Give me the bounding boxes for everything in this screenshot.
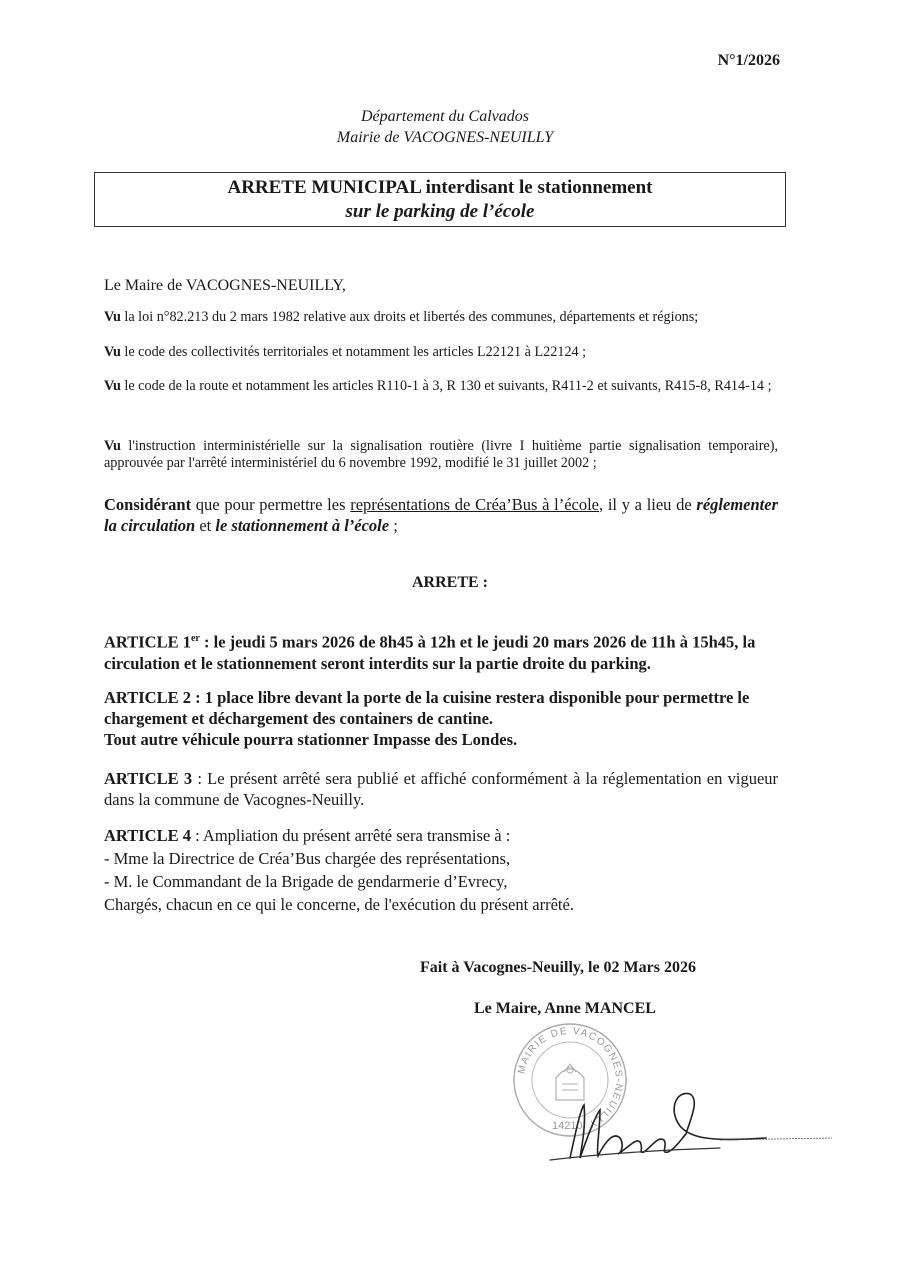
- article-1-sup: er: [190, 633, 200, 644]
- considerant-underlined: représentations de Créa’Bus à l’école: [350, 495, 600, 514]
- vu-clause-1: [104, 309, 778, 326]
- article-3-label: ARTICLE 3: [104, 769, 193, 788]
- considerant-emphasis-1: réglementer la circulation: [104, 495, 778, 535]
- considerant-emphasis-2: le stationnement à l’école: [215, 516, 390, 535]
- stamp-text: MAIRIE DE VACOGNES-NEUILLY: [516, 1025, 625, 1131]
- vu-clause-4: [104, 438, 778, 472]
- vu-text: l'instruction interministérielle sur la signalisation routière (livre I huitième partie signalisation temporaire), approuvée par l'arrêté interministériel du 6 novembre 1992, modifié le 31 juillet 2002 ;: [104, 438, 778, 471]
- signer-name: Le Maire, Anne MANCEL: [474, 1000, 656, 1017]
- vu-label: Vu: [104, 309, 121, 325]
- vu-label: Vu: [104, 438, 121, 454]
- recipient-item: - M. le Commandant de la Brigade de gendarmerie d’Evrecy,: [104, 872, 508, 891]
- recipient-item: - Mme la Directrice de Créa’Bus chargée des représentations,: [104, 849, 511, 868]
- considerant-text: , il y a lieu de: [599, 495, 697, 514]
- considerant-text: que pour permettre les: [191, 495, 351, 514]
- vu-label: Vu: [104, 378, 121, 394]
- considerant-label: Considérant: [104, 495, 192, 514]
- considerant-text: ;: [389, 516, 398, 535]
- article-2-text-2: Tout autre véhicule pourra stationner Impasse des Londes.: [104, 730, 518, 749]
- considerant-paragraph: [104, 494, 778, 536]
- title-line-2: sur le parking de l’école: [345, 201, 535, 222]
- article-2: [104, 687, 778, 750]
- article-4-label: ARTICLE 4: [104, 826, 191, 845]
- handwritten-signature: [540, 1080, 840, 1170]
- vu-text: le code des collectivités territoriales et notamment les articles L22121 à L22124 ;: [120, 344, 587, 360]
- arrete-heading: ARRETE :: [411, 574, 488, 591]
- stamp-code: 14210: [552, 1120, 583, 1132]
- vu-text: le code de la route et notamment les articles R110-1 à 3, R 130 et suivants, R411-2 et suivants, R415-8, R414-14 ;: [120, 378, 772, 394]
- intro-line: Le Maire de VACOGNES-NEUILLY,: [104, 277, 346, 294]
- article-3: [104, 768, 778, 810]
- vu-clause-3: [104, 378, 778, 395]
- title-box: [94, 172, 786, 227]
- header-mairie: Mairie de VACOGNES-NEUILLY: [336, 129, 554, 146]
- document-number: N°1/2026: [717, 52, 780, 69]
- vu-clause-2: [104, 344, 778, 361]
- vu-text: la loi n°82.213 du 2 mars 1982 relative aux droits et libertés des communes, départements et régions;: [120, 309, 699, 325]
- place-date: Fait à Vacognes-Neuilly, le 02 Mars 2026: [420, 959, 696, 976]
- header-department: Département du Calvados: [361, 108, 529, 125]
- vu-label: Vu: [104, 344, 121, 360]
- article-2-text: ARTICLE 2 : 1 place libre devant la porte de la cuisine restera disponible pour permettre le chargement et déchargement des containers de cantine.: [104, 688, 750, 728]
- article-4-text: : Ampliation du présent arrêté sera transmise à :: [190, 826, 511, 845]
- article-1-label: ARTICLE 1: [104, 632, 191, 652]
- article-4: [104, 824, 778, 916]
- article-1: [104, 628, 778, 674]
- article-3-text: : Le présent arrêté sera publié et affiché conformément à la réglementation en vigueur dans la commune de Vacognes-Neuilly.: [104, 769, 779, 809]
- article-4-closing: Chargés, chacun en ce qui le concerne, de l'exécution du présent arrêté.: [104, 895, 574, 914]
- article-1-text: : le jeudi 5 mars 2026 de 8h45 à 12h et le jeudi 20 mars 2026 de 11h à 15h45, la circulation et le stationnement seront interdits sur la partie droite du parking.: [104, 632, 756, 673]
- title-line-1: ARRETE MUNICIPAL interdisant le stationnement: [227, 177, 653, 198]
- considerant-text: et: [195, 516, 216, 535]
